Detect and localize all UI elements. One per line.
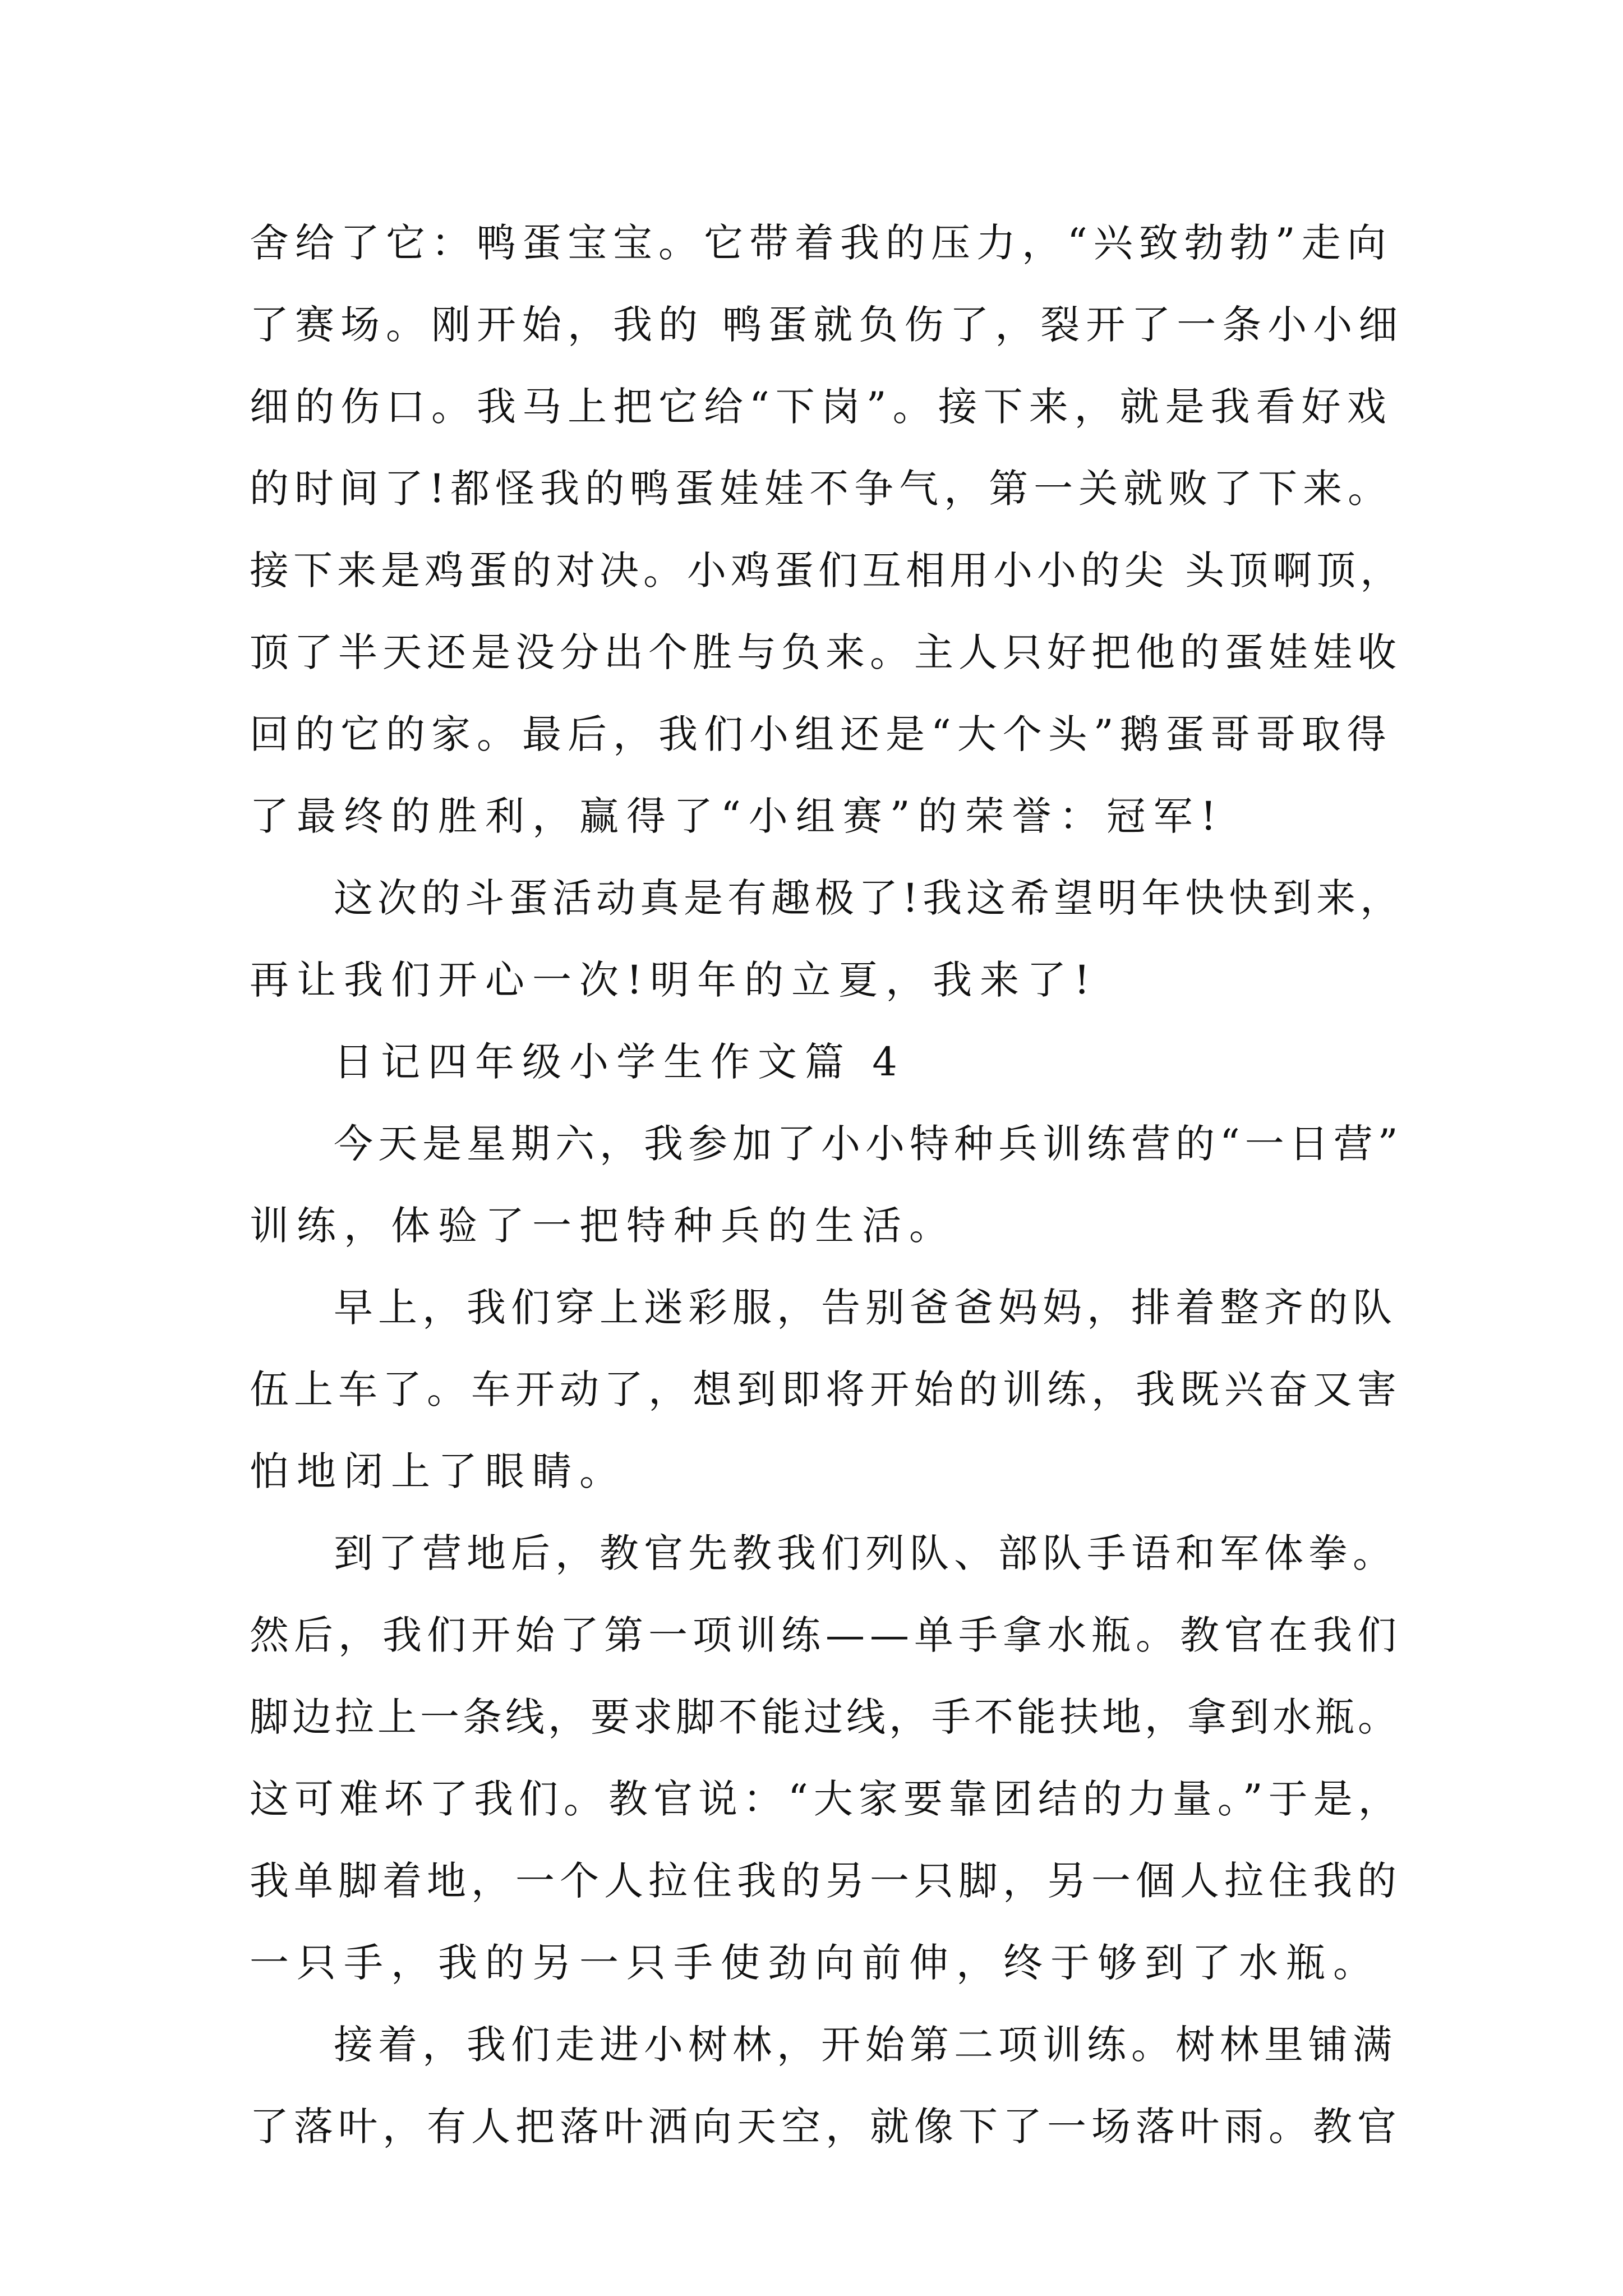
text-line: 再让我们开心一次!明年的立夏，我来了! <box>250 957 1098 1003</box>
text-line: 了赛场。刚开始，我的 鸭蛋就负伤了，裂开了一条小小细 <box>250 302 1404 348</box>
article-body <box>250 202 1405 2168</box>
paragraph-first-line: 这次的斗蛋活动真是有趣极了!我这希望明年快快到来， <box>334 875 1404 921</box>
paragraph-first-line: 到了营地后，教官先教我们列队、部队手语和军体拳。 <box>334 1530 1397 1576</box>
paragraph-first-line: 早上，我们穿上迷彩服，告别爸爸妈妈，排着整齐的队 <box>334 1285 1397 1331</box>
text-line: 然后，我们开始了第一项训练——单手拿水瓶。教官在我们 <box>250 1612 1401 1658</box>
text-line: 怕地闭上了眼睛。 <box>250 1448 626 1494</box>
text-line: 一只手，我的另一只手使劲向前伸，终于够到了水瓶。 <box>250 1940 1380 1986</box>
text-line: 的时间了!都怪我的鸭蛋娃娃不争气，第一关就败了下来。 <box>250 466 1393 512</box>
text-line: 伍上车了。车开动了，想到即将开始的训练，我既兴奋又害 <box>250 1366 1401 1412</box>
text-line: 顶了半天还是没分出个胜与负来。主人只好把他的蛋娃娃收 <box>250 629 1401 675</box>
text-line: 细的伤口。我马上把它给“下岗”。接下来，就是我看好戏 <box>250 384 1393 430</box>
text-line: 了最终的胜利，赢得了“小组赛”的荣誉：冠军! <box>250 793 1224 839</box>
text-line: 回的它的家。最后，我们小组还是“大个头”鹅蛋哥哥取得 <box>250 711 1393 757</box>
text-line: 舍给了它：鸭蛋宝宝。它带着我的压力，“兴致勃勃”走向 <box>250 220 1393 266</box>
paragraph-first-line: 今天是星期六，我参加了小小特种兵训练营的“一日营” <box>334 1121 1403 1167</box>
paragraph-first-line: 接着，我们走进小树林，开始第二项训练。树林里铺满 <box>334 2022 1397 2068</box>
text-line: 这可难坏了我们。教官说：“大家要靠团结的力量。”于是， <box>250 1776 1403 1822</box>
text-line: 训练，体验了一把特种兵的生活。 <box>250 1203 956 1249</box>
text-line: 接下来是鸡蛋的对决。小鸡蛋们互相用小小的尖 头顶啊顶， <box>250 547 1404 593</box>
text-line: 我单脚着地，一个人拉住我的另一只脚，另一個人拉住我的 <box>250 1858 1401 1904</box>
text-line: 脚边拉上一条线，要求脚不能过线，手不能扶地，拿到水瓶。 <box>250 1694 1400 1740</box>
section-heading: 日记四年级小学生作文篇 4 <box>334 1039 905 1085</box>
text-line: 了落叶，有人把落叶洒向天空，就像下了一场落叶雨。教官 <box>250 2104 1401 2150</box>
